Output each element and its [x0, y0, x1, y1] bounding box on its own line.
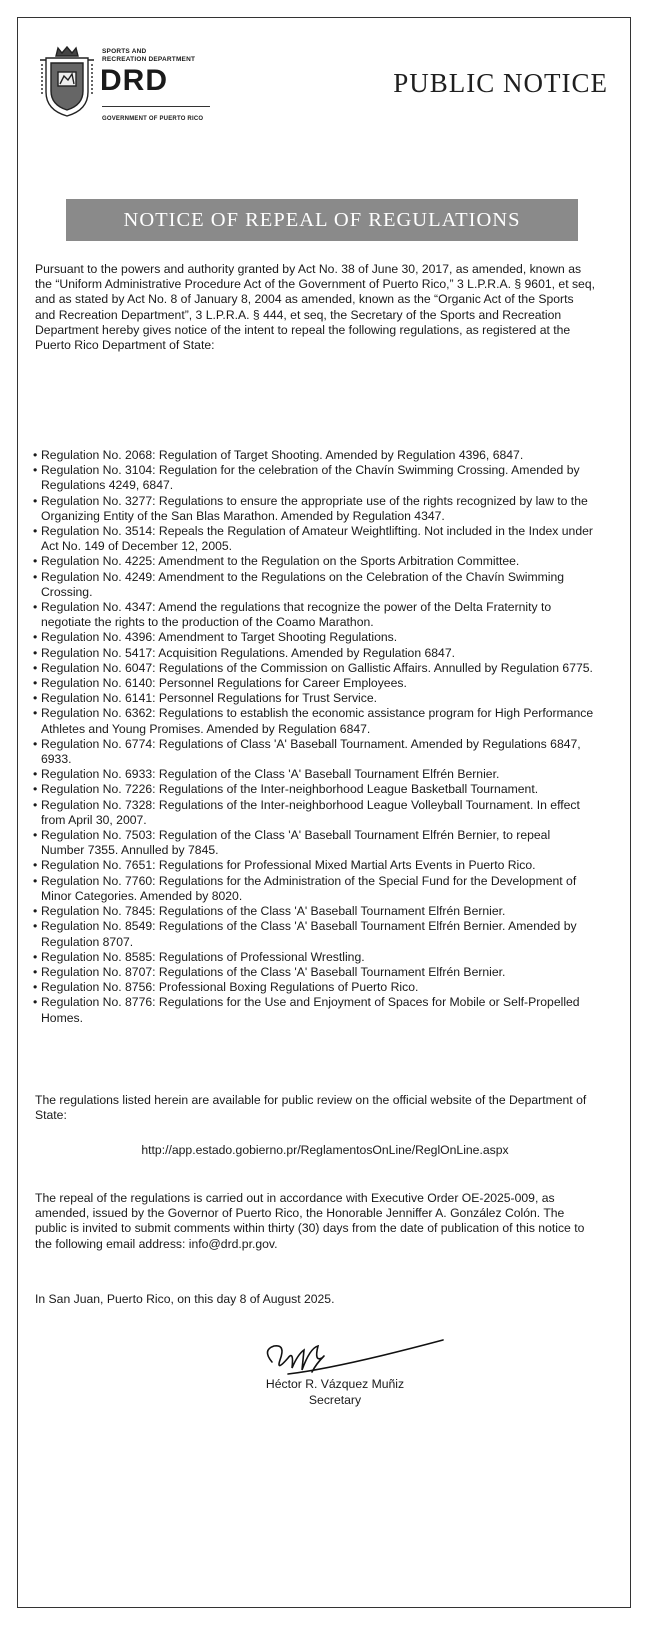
- list-item: • Regulation No. 5417: Acquisition Regulations. Amended by Regulation 6847.: [33, 646, 595, 661]
- regulations-link[interactable]: http://app.estado.gobierno.pr/ReglamentosOnLine/ReglOnLine.aspx: [141, 1143, 509, 1157]
- list-item: • Regulation No. 6933: Regulation of the Class 'A' Baseball Tournament Elfrén Bernier.: [33, 767, 595, 782]
- list-item: • Regulation No. 6774: Regulations of Class 'A' Baseball Tournament. Amended by Regulations 6847, 6933.: [33, 737, 595, 767]
- list-item: • Regulation No. 6141: Personnel Regulations for Trust Service.: [33, 691, 595, 706]
- list-item: • Regulation No. 6362: Regulations to establish the economic assistance program for High Performance Athletes and Young Promises. Amended by Regulation 6847.: [33, 706, 595, 736]
- list-item: • Regulation No. 7651: Regulations for Professional Mixed Martial Arts Events in Puerto Rico.: [33, 858, 595, 873]
- list-item: • Regulation No. 7845: Regulations of the Class 'A' Baseball Tournament Elfrén Bernier.: [33, 904, 595, 919]
- list-item: • Regulation No. 7760: Regulations for the Administration of the Special Fund for the Development of Minor Categories. Amended by 8020.: [33, 874, 595, 904]
- regulation-list: [33, 448, 595, 1026]
- notice-banner: NOTICE OF REPEAL OF REGULATIONS: [66, 199, 578, 241]
- list-item: • Regulation No. 7226: Regulations of the Inter-neighborhood League Basketball Tournament.: [33, 782, 595, 797]
- list-item: • Regulation No. 4347: Amend the regulations that recognize the power of the Delta Fraternity to negotiate the rights to the production of the Coamo Marathon.: [33, 600, 595, 630]
- logo-acronym: DRD: [100, 64, 168, 97]
- list-item: • Regulation No. 4396: Amendment to Target Shooting Regulations.: [33, 630, 595, 645]
- puerto-rico-seal-icon: [38, 44, 96, 120]
- list-item: • Regulation No. 8776: Regulations for the Use and Enjoyment of Spaces for Mobile or Self-Propelled Homes.: [33, 995, 595, 1025]
- list-item: • Regulation No. 2068: Regulation of Target Shooting. Amended by Regulation 4396, 6847.: [33, 448, 595, 463]
- availability-paragraph: The regulations listed herein are available for public review on the official website of the Department of State:: [35, 1093, 587, 1123]
- intro-paragraph: Pursuant to the powers and authority granted by Act No. 38 of June 30, 2017, as amended, known as the “Uniform Administrative Procedure Act of the Government of Puerto Rico,” 3 L.P.R.A. § 9601, et seq, and as stated by Act No. 8 of January 8, 2004 as amended, known as the “Organic Act of the Sports and Recreation Department”, 3 L.P.R.A. § 444, et seq, the Secretary of the Sports and Recreation Department hereby gives notice of the intent to repeal the following regulations, as registered at the Puerto Rico Department of State:: [35, 262, 595, 353]
- list-item: • Regulation No. 8707: Regulations of the Class 'A' Baseball Tournament Elfrén Bernier.: [33, 965, 595, 980]
- list-item: • Regulation No. 3277: Regulations to ensure the appropriate use of the rights recognized by law to the Organizing Entity of the San Blas Marathon. Amended by Regulation 4347.: [33, 494, 595, 524]
- logo-divider: [102, 106, 210, 107]
- list-item: • Regulation No. 8549: Regulations of the Class 'A' Baseball Tournament Elfrén Bernier. Amended by Regulation 8707.: [33, 919, 595, 949]
- signer-title: Secretary: [308, 1393, 362, 1407]
- logo-department-name: SPORTS AND RECREATION DEPARTMENT: [102, 48, 196, 63]
- signer-name: Héctor R. Vázquez Muñiz: [265, 1377, 405, 1391]
- list-item: • Regulation No. 8756: Professional Boxing Regulations of Puerto Rico.: [33, 980, 595, 995]
- list-item: • Regulation No. 4225: Amendment to the Regulation on the Sports Arbitration Committee.: [33, 554, 595, 569]
- list-item: • Regulation No. 3514: Repeals the Regulation of Amateur Weightlifting. Not included in the Index under Act No. 149 of December 12, 2005.: [33, 524, 595, 554]
- list-item: • Regulation No. 3104: Regulation for the celebration of the Chavín Swimming Crossing. Amended by Regulations 4249, 6847.: [33, 463, 595, 493]
- list-item: • Regulation No. 7328: Regulations of the Inter-neighborhood League Volleyball Tournament. In effect from April 30, 2007.: [33, 798, 595, 828]
- logo-government: GOVERNMENT OF PUERTO RICO: [102, 116, 204, 122]
- list-item: • Regulation No. 6140: Personnel Regulations for Career Employees.: [33, 676, 595, 691]
- list-item: • Regulation No. 6047: Regulations of the Commission on Gallistic Affairs. Annulled by Regulation 6775.: [33, 661, 595, 676]
- list-item: • Regulation No. 7503: Regulation of the Class 'A' Baseball Tournament Elfrén Bernier, to repeal Number 7355. Annulled by 7845.: [33, 828, 595, 858]
- list-item: • Regulation No. 4249: Amendment to the Regulations on the Celebration of the Chavín Swimming Crossing.: [33, 570, 595, 600]
- drd-logo: [38, 44, 208, 134]
- dateline: In San Juan, Puerto Rico, on this day 8 of August 2025.: [35, 1292, 335, 1306]
- list-item: • Regulation No. 8585: Regulations of Professional Wrestling.: [33, 950, 595, 965]
- page-title: PUBLIC NOTICE: [393, 68, 608, 98]
- repeal-paragraph: The repeal of the regulations is carried out in accordance with Executive Order OE-2025-009, as amended, issued by the Governor of Puerto Rico, the Honorable Jenniffer A. González Colón. The public is invited to submit comments within thirty (30) days from the date of publication of this notice to the following email address: info@drd.pr.gov.: [35, 1191, 585, 1251]
